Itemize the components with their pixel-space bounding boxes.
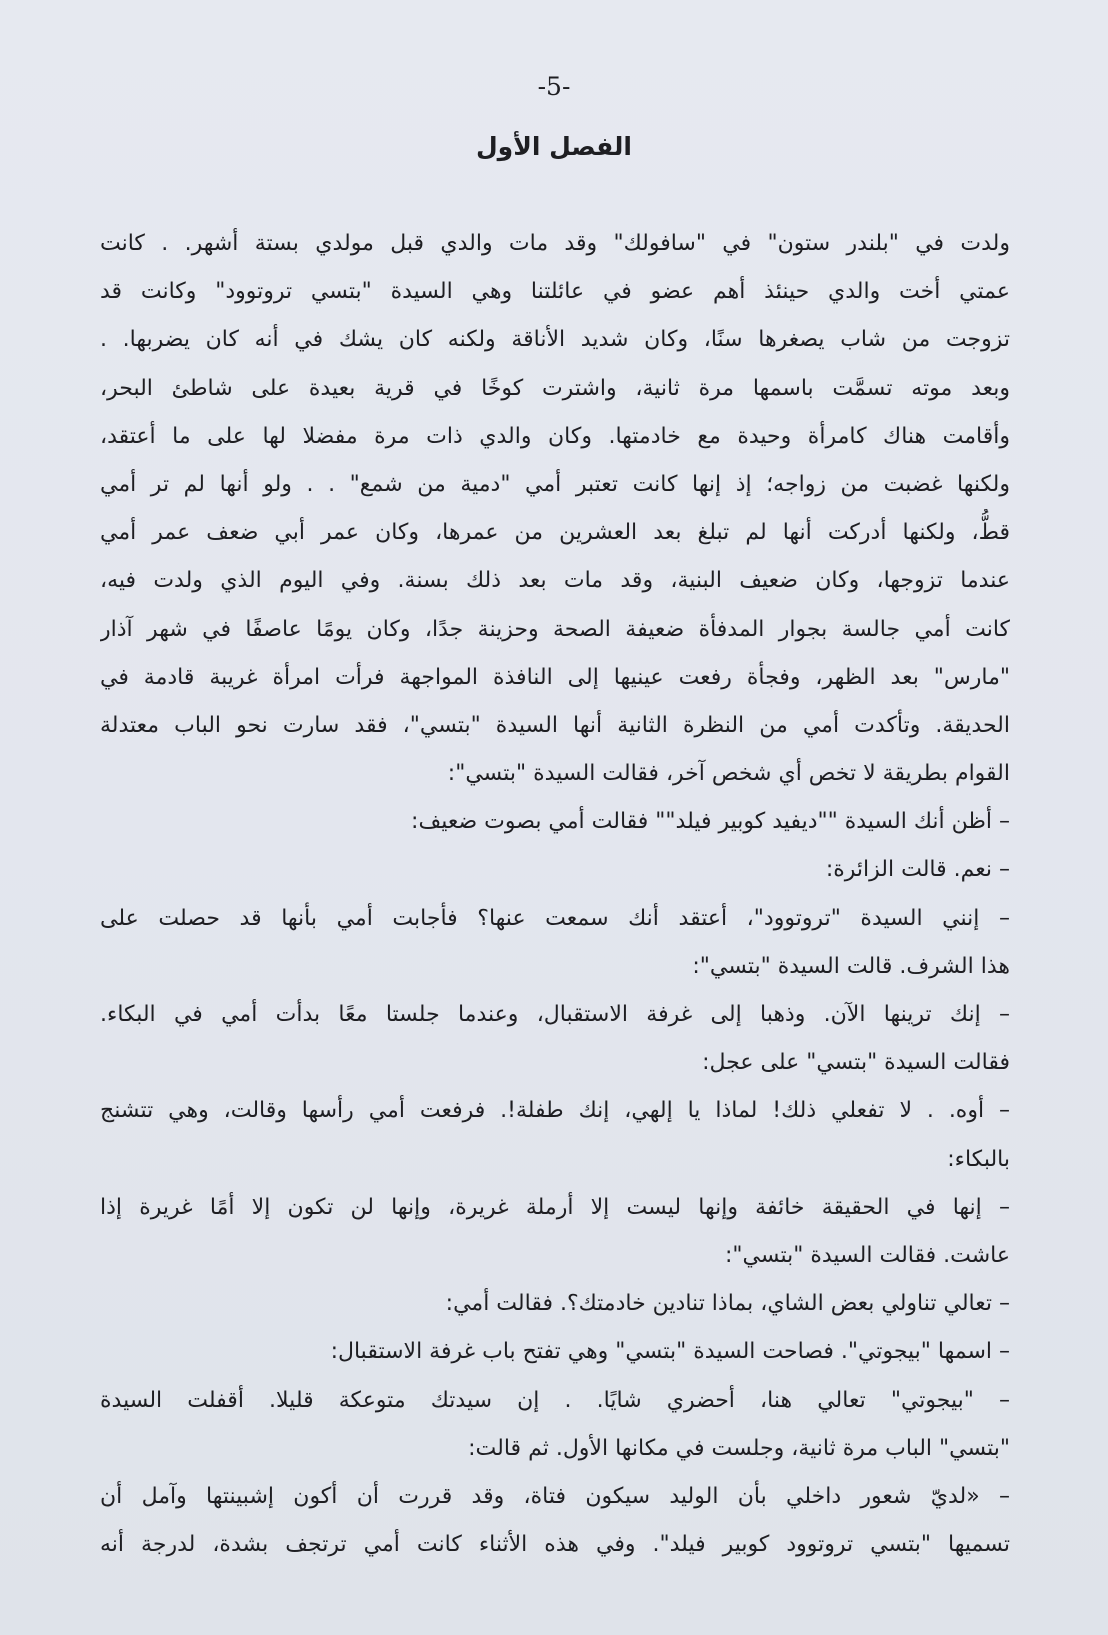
text-line: – "بيجوتي" تعالي هنا، أحضري شايًا. . إن سيدتك متوعكة قليلا. أقفلت السيدة: [100, 1387, 1010, 1413]
body-text: [100, 220, 1010, 1569]
text-line: "مارس" بعد الظهر، وفجأة رفعت عينيها إلى النافذة المواجهة فرأت امرأة غريبة قادمة في: [100, 664, 1010, 690]
text-line: – اسمها "بيجوتي". فصاحت السيدة "بتسي" وهي تفتح باب غرفة الاستقبال:: [330, 1339, 1010, 1365]
text-line: – إنني السيدة "تروتوود"، أعتقد أنك سمعت عنها؟ فأجابت أمي بأنها قد حصلت على: [100, 905, 1010, 931]
text-line: عندما تزوجها، وكان ضعيف البنية، وقد مات بعد ذلك بسنة. وفي اليوم الذي ولدت فيه،: [100, 568, 1010, 594]
text-line: وبعد موته تسمَّت باسمها مرة ثانية، واشترت كوخًا في قرية بعيدة على شاطئ البحر،: [100, 375, 1010, 401]
text-line: القوام بطريقة لا تخص أي شخص آخر، فقالت السيدة "بتسي":: [447, 761, 1010, 787]
page-number: -5-: [537, 72, 571, 101]
text-line: ولكنها غضبت من زواجه؛ إذ إنها كانت تعتبر أمي "دمية من شمع" . . ولو أنها لم تر أمي: [100, 471, 1010, 497]
text-line: – نعم. قالت الزائرة:: [825, 857, 1010, 883]
text-line: كانت أمي جالسة بجوار المدفأة ضعيفة الصحة وحزينة جدًا، وكان يومًا عاصفًا في شهر آذار: [100, 616, 1010, 642]
text-line: – أوه. . لا تفعلي ذلك! لماذا يا إلهي، إنك طفلة!. فرفعت أمي رأسها وقالت، وهي تتشنج: [100, 1098, 1010, 1124]
text-line: – «لديّ شعور داخلي بأن الوليد سيكون فتاة، وقد قررت أن أكون إشبينتها وآمل أن: [100, 1483, 1010, 1509]
text-line: فقالت السيدة "بتسي" على عجل:: [702, 1050, 1010, 1076]
text-line: تسميها "بتسي تروتوود كوبير فيلد". وفي هذه الأثناء كانت أمي ترتجف بشدة، لدرجة أنه: [100, 1532, 1010, 1558]
text-line: عاشت. فقالت السيدة "بتسي":: [724, 1242, 1010, 1268]
text-line: الحديقة. وتأكدت أمي من النظرة الثانية أنها السيدة "بتسي"، فقد سارت نحو الباب معتدلة: [100, 712, 1010, 738]
text-line: – إنها في الحقيقة خائفة وإنها ليست إلا أرملة غريرة، وإنها لن تكون إلا أمًا غريرة إذا: [100, 1194, 1010, 1220]
text-line: "بتسي" الباب مرة ثانية، وجلست في مكانها الأول. ثم قالت:: [468, 1435, 1010, 1461]
text-line: – إنك ترينها الآن. وذهبا إلى غرفة الاستقبال، وعندما جلستا معًا بدأت أمي في البكاء.: [100, 1002, 1010, 1027]
text-line: وأقامت هناك كامرأة وحيدة مع خادمتها. وكان والدي ذات مرة مفضلا لها على ما أعتقد،: [100, 423, 1010, 449]
text-line: هذا الشرف. قالت السيدة "بتسي":: [692, 953, 1010, 979]
text-line: – أظن أنك السيدة ""ديفيد كوبير فيلد"" فقالت أمي بصوت ضعيف:: [411, 809, 1010, 835]
chapter-title: الفصل الأول: [475, 132, 633, 161]
text-line: – تعالي تناولي بعض الشاي، بماذا تنادين خادمتك؟. فقالت أمي:: [445, 1291, 1010, 1317]
text-line: قطُّ، ولكنها أدركت أنها لم تبلغ بعد العشرين من عمرها، وكان عمر أبي ضعف عمر أمي: [100, 520, 1010, 546]
text-line: ولدت في "بلندر ستون" في "سافولك" وقد مات والدي قبل مولدي بستة أشهر. . كانت: [100, 231, 1010, 256]
text-line: بالبكاء:: [947, 1146, 1010, 1172]
text-line: تزوجت من شاب يصغرها سنًا، وكان شديد الأناقة ولكنه كان يشك في أنه كان يضربها. .: [100, 327, 1010, 353]
text-line: عمتي أخت والدي حينئذ أهم عضو في عائلتنا وهي السيدة "بتسي تروتوود" وكانت قد: [100, 279, 1010, 305]
